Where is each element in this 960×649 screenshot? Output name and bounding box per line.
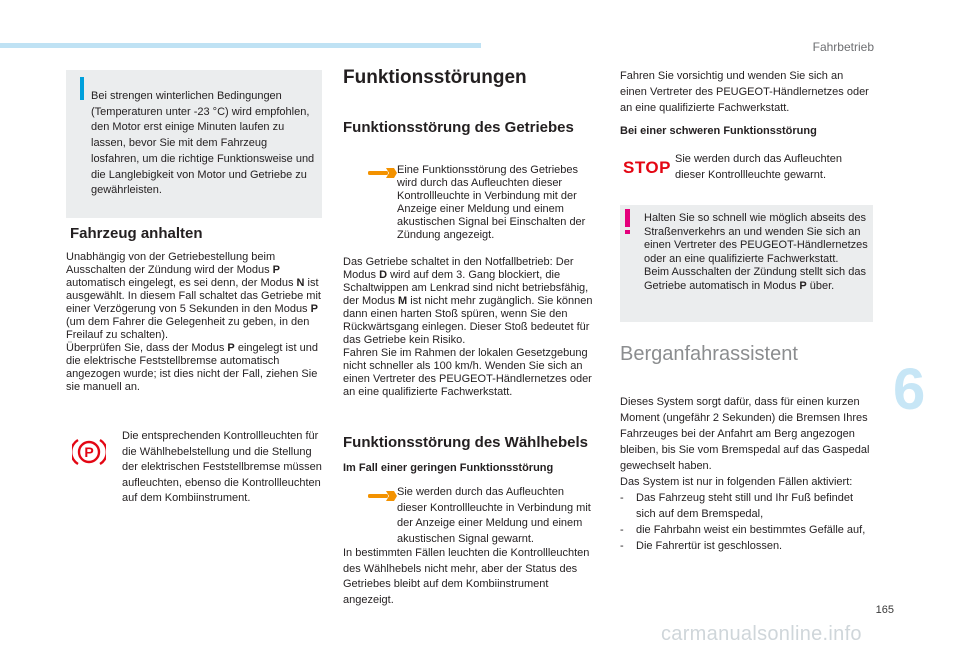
parking-brake-icon xyxy=(72,437,106,467)
exclamation-icon xyxy=(625,209,630,227)
watermark: carmanualsonline.info xyxy=(661,623,862,645)
wrench-icon xyxy=(366,490,398,502)
selector-icon-text: Sie werden durch das Aufleuchten dieser Kontrollleuchte in Verbindung mit der Anzeige einer Meldung und einem akustischen Signal gewarnt. xyxy=(397,486,591,545)
heading-waehlhebel: Funktionsstörung des Wählhebels xyxy=(343,434,589,451)
hill-conditions-list xyxy=(620,490,875,554)
parking-text: Die entsprechenden Kontrollleuchten für die Wählhebelstellung und die Stellung der elektrischen Feststellbremse müssen aufleuchten, ebenso die Kontrollleuchten auf dem Kombiinstrument. xyxy=(122,430,322,505)
stop-text: Sie werden durch das Aufleuchten dieser Kontrollleuchte gewarnt. xyxy=(675,153,842,181)
hill-paragraph-2: Das System ist nur in folgenden Fällen aktiviert: xyxy=(620,476,853,488)
heading-berganfahrassistent: Berganfahrassistent xyxy=(620,343,798,365)
gearbox-icon-text: Eine Funktionsstörung des Getriebes wird durch das Aufleuchten dieser Kontrollleuchte in Verbindung mit der Anzeige einer Meldung und einem akustischen Signal bei Einschalten der Zündung angezeigt. xyxy=(397,164,586,241)
warning-box xyxy=(620,205,873,322)
stop-paragraphs xyxy=(66,251,322,394)
section-title: Fahrbetrieb xyxy=(812,40,874,54)
svg-text:P: P xyxy=(84,444,94,460)
hill-paragraph-1: Dieses System sorgt dafür, dass für einen kurzen Moment (ungefähr 2 Sekunden) die Bremsen Ihres Fahrzeuges bei der Anfahrt am Berg angezogen bleiben, bis Sie vom Bremspedal auf das Gaspedal gewechselt haben. xyxy=(620,396,870,472)
heading-schwere-stoerung: Bei einer schweren Funktionsstörung xyxy=(620,125,817,137)
gearbox-paragraph-1: Das Getriebe schaltet in den Notfallbetrieb: Der Modus D wird auf dem 3. Gang blockiert, die Schaltwippen am Lenkrad sind nicht betriebsfähig, der Modus M ist nicht mehr zugänglich. Sie können dann einen harten Stoß spüren, wenn Sie den Rückwärtsgang einlegen. Dieser Stoß bedeutet für das Getriebe kein Risiko. xyxy=(343,256,593,346)
list-item: - Das Fahrzeug steht still und Ihr Fuß befindet sich auf dem Bremspedal, xyxy=(620,490,875,522)
gearbox-paragraphs xyxy=(343,256,593,399)
heading-getriebe: Funktionsstörung des Getriebes xyxy=(343,119,574,136)
list-item: - die Fahrbahn weist ein bestimmtes Gefälle auf, xyxy=(620,522,875,538)
header-accent-bar xyxy=(0,43,481,48)
page-number: 165 xyxy=(875,604,894,616)
info-text: Bei strengen winterlichen Bedingungen (Temperaturen unter -23 °C) wird empfohlen, den Motor erst einige Minuten laufen zu lassen, bevor Sie mit dem Fahrzeug losfahren, um die richtige Funktionsweise und die Langlebigkeit von Motor und Getriebe zu gewährleisten. xyxy=(91,90,315,197)
selector-paragraph: In bestimmten Fällen leuchten die Kontrollleuchten des Wählhebels nicht mehr, aber der Status des Getriebes bleibt auf dem Kombiinstrument angezeigt. xyxy=(343,547,590,606)
stop-paragraph-1: Unabhängig von der Getriebestellung beim Ausschalten der Zündung wird der Modus P automatisch eingelegt, es sei denn, der Modus N ist ausgewählt. In diesem Fall schaltet das Getriebe mit einer Verzögerung von 5 Sekunden in den Modus P (um dem Fahrer die Gelegenheit zu geben, in den Freilauf zu schalten). xyxy=(66,251,321,341)
exclamation-icon-dot xyxy=(625,230,630,234)
info-box xyxy=(66,70,322,218)
info-i-icon xyxy=(80,80,84,100)
list-item: - Die Fahrertür ist geschlossen. xyxy=(620,538,875,554)
wrench-icon xyxy=(366,167,398,179)
warning-text xyxy=(644,212,869,293)
stop-warning-icon: STOP xyxy=(623,158,671,177)
stop-paragraph-2: Überprüfen Sie, dass der Modus P eingelegt ist und die elektrische Feststellbremse automatisch angezogen wurde; ist dies nicht der Fall, ziehen Sie sie manuell an. xyxy=(66,342,318,393)
chapter-number: 6 xyxy=(893,357,926,422)
heading-funktionsstoerungen: Funktionsstörungen xyxy=(343,67,527,88)
hill-assist-content xyxy=(620,394,875,554)
col3-intro: Fahren Sie vorsichtig und wenden Sie sich an einen Vertreter des PEUGEOT-Händlernetzes oder an eine qualifizierte Fachwerkstatt. xyxy=(620,70,869,114)
heading-geringe-stoerung: Im Fall einer geringen Funktionsstörung xyxy=(343,462,554,474)
gearbox-paragraph-2: Fahren Sie im Rahmen der lokalen Gesetzgebung nicht schneller als 100 km/h. Wenden Sie sich an einen Vertreter des PEUGEOT-Händlernetzes oder an eine qualifizierte Fachwerkstatt. xyxy=(343,347,592,398)
warning-paragraph-1: Halten Sie so schnell wie möglich abseits des Straßenverkehrs an und wenden Sie sich an einen Vertreter des PEUGEOT-Händlernetzes oder an eine qualifizierte Fachwerkstatt. xyxy=(644,212,868,265)
warning-paragraph-2: Beim Ausschalten der Zündung stellt sich das Getriebe automatisch in Modus P über. xyxy=(644,266,866,292)
heading-fahrzeug-anhalten: Fahrzeug anhalten xyxy=(70,225,203,242)
